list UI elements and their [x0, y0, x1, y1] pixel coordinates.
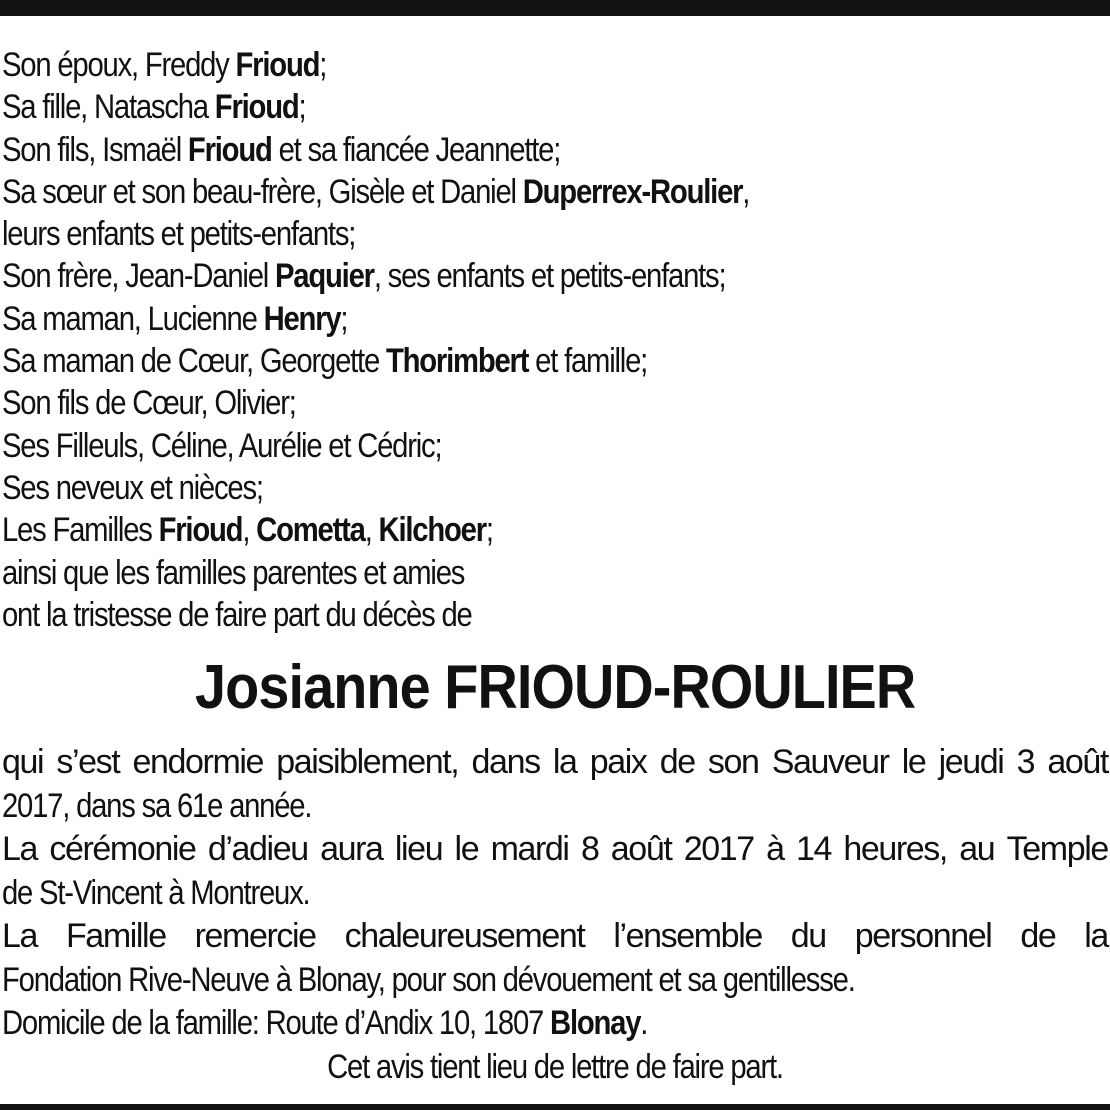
- family-line-brother: Son frère, Jean-Daniel Paquier, ses enfants et petits-enfants;: [2, 257, 726, 296]
- word: 14: [795, 830, 831, 868]
- family-line-mother-of-heart: Sa maman de Cœur, Georgette Thorimbert et famille;: [2, 342, 648, 381]
- family-surname: Frioud: [158, 511, 243, 550]
- bottom-rule: [0, 1104, 1110, 1110]
- word: l’ensemble: [613, 917, 762, 955]
- word: son: [707, 743, 759, 781]
- family-surname: Frioud: [214, 88, 299, 127]
- word: de: [1020, 917, 1056, 955]
- family-line-nephews: Ses neveux et nièces;: [2, 468, 263, 507]
- word: août: [610, 830, 672, 868]
- word: Temple: [1006, 830, 1108, 868]
- word: endormie: [132, 743, 264, 781]
- family-line-announcement: ont la tristesse de faire part du décès de: [2, 595, 472, 634]
- word: 3: [1016, 743, 1035, 781]
- ceremony-line-1: [2, 828, 1108, 872]
- thanks-line-2: Fondation Rive-Neuve à Blonay, pour son dévouement et sa gentillesse.: [2, 960, 855, 999]
- word: paix: [589, 743, 647, 781]
- word: d’adieu: [207, 830, 308, 868]
- family-surname: Paquier: [274, 257, 374, 296]
- family-line-spouse: Son époux, Freddy Frioud;: [2, 46, 327, 84]
- family-line-mother: Sa maman, Lucienne Henry;: [2, 299, 348, 338]
- family-line-relatives: ainsi que les familles parentes et amies: [2, 553, 465, 592]
- family-surname: Cometta: [256, 511, 365, 550]
- word: chaleureusement: [344, 917, 585, 955]
- passing-line-1: [2, 741, 1108, 785]
- word: le: [454, 830, 479, 868]
- word: la: [552, 743, 577, 781]
- family-surname: Frioud: [235, 46, 320, 84]
- word: du: [790, 917, 826, 955]
- word: cérémonie: [49, 830, 196, 868]
- address-town: Blonay: [550, 1004, 641, 1042]
- word: août: [1047, 743, 1108, 781]
- word: au: [959, 830, 995, 868]
- word: mardi: [490, 830, 569, 868]
- word: de: [659, 743, 695, 781]
- word: aura: [320, 830, 383, 868]
- body-text: [2, 741, 1108, 1046]
- word: paisiblement,: [276, 743, 459, 781]
- word: remercie: [194, 917, 316, 955]
- top-rule: [0, 0, 1110, 16]
- address-line: Domicile de la famille: Route d’Andix 10, 1807 Blonay.: [2, 1004, 648, 1042]
- family-list: [2, 44, 948, 636]
- family-line-sister-children: leurs enfants et petits-enfants;: [2, 215, 356, 254]
- family-line-daughter: Sa fille, Natascha Frioud;: [2, 88, 306, 127]
- word: La: [2, 917, 38, 955]
- word: personnel: [854, 917, 992, 955]
- word: s’est: [56, 743, 120, 781]
- word: Famille: [65, 917, 166, 955]
- word: jeudi: [938, 743, 1004, 781]
- family-line-son: Son fils, Ismaël Frioud et sa fiancée Jeannette;: [2, 130, 561, 169]
- family-surname: Duperrex-Roulier: [522, 172, 743, 211]
- family-surname: Frioud: [187, 130, 272, 169]
- closing-note: Cet avis tient lieu de lettre de faire part.: [327, 1048, 783, 1086]
- family-line-son-of-heart: Son fils de Cœur, Olivier;: [2, 384, 296, 423]
- word: Sauveur: [771, 743, 889, 781]
- family-line-sister: Sa sœur et son beau-frère, Gisèle et Daniel Duperrex-Roulier,: [2, 172, 750, 211]
- word: le: [901, 743, 926, 781]
- family-surname: Henry: [263, 299, 341, 338]
- deceased-name: Josianne FRIOUD-ROULIER: [194, 653, 916, 722]
- family-surname: Kilchoer: [378, 511, 486, 550]
- word: 8: [580, 830, 599, 868]
- word: qui: [2, 743, 44, 781]
- word: 2017: [683, 830, 754, 868]
- word: dans: [471, 743, 540, 781]
- word: à: [766, 830, 784, 868]
- family-surname: Thorimbert: [385, 342, 529, 381]
- passing-line-2: 2017, dans sa 61e année.: [2, 786, 312, 825]
- ceremony-line-2: de St-Vincent à Montreux.: [2, 873, 310, 912]
- family-line-godchildren: Ses Filleuls, Céline, Aurélie et Cédric;: [2, 426, 442, 465]
- thanks-line-1: [2, 915, 1108, 959]
- word: heures,: [843, 830, 947, 868]
- word: lieu: [394, 830, 443, 868]
- family-line-families: Les Familles Frioud, Cometta, Kilchoer;: [2, 511, 493, 550]
- word: La: [2, 830, 38, 868]
- word: la: [1084, 917, 1108, 955]
